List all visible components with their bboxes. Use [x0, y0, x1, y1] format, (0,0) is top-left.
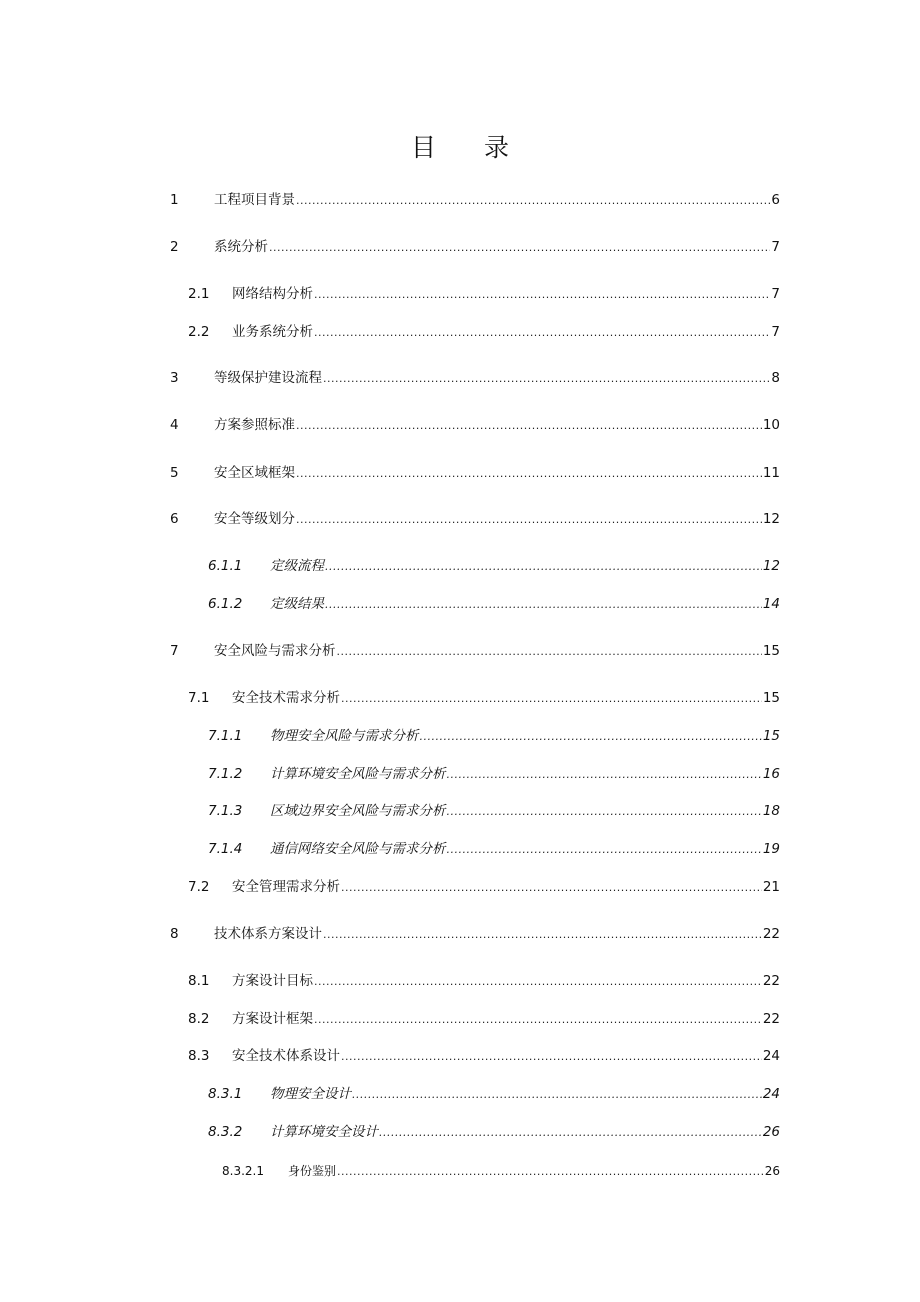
toc-dot-leader	[352, 1086, 762, 1104]
toc-entry-text: 物理安全设计	[270, 1086, 351, 1102]
toc-entry-number: 6.1.1	[208, 558, 243, 574]
toc-entry-number: 2.2	[188, 324, 210, 340]
toc-entry-number: 7.1.1	[208, 728, 243, 744]
toc-dot-leader	[341, 879, 762, 897]
toc-entry-text: 方案设计目标	[232, 973, 313, 989]
toc-dot-leader	[314, 324, 770, 342]
toc-entry-text: 通信网络安全风险与需求分析	[270, 841, 446, 857]
toc-entry[interactable]	[208, 595, 780, 614]
toc-entry-number: 7.1.4	[208, 841, 243, 857]
toc-dot-leader	[337, 643, 762, 661]
toc-entry[interactable]	[170, 642, 780, 661]
toc-entry-page: 22	[762, 926, 780, 942]
toc-entry-page: 21	[762, 879, 780, 895]
toc-entry-number: 6	[170, 511, 179, 527]
toc-entry-text: 业务系统分析	[232, 324, 313, 340]
toc-entry[interactable]	[188, 689, 780, 708]
toc-entry[interactable]	[208, 765, 780, 784]
toc-entry-page: 10	[762, 417, 780, 433]
toc-entry-page: 7	[771, 286, 780, 302]
toc-entry-page: 7	[771, 239, 780, 255]
toc-entry-text: 网络结构分析	[232, 286, 313, 302]
toc-entry-page: 15	[762, 643, 780, 659]
toc-entry-page: 19	[762, 841, 780, 857]
toc-entry[interactable]	[222, 1162, 780, 1181]
toc-entry-text: 安全区域框架	[214, 465, 295, 481]
toc-dot-leader	[296, 192, 770, 210]
toc-entry[interactable]	[188, 972, 780, 991]
toc-entry-page: 8	[771, 370, 780, 386]
toc-entry[interactable]	[208, 557, 780, 576]
toc-entry-number: 8	[170, 926, 179, 942]
toc-entry-number: 7.1.2	[208, 766, 243, 782]
toc-dot-leader	[379, 1124, 762, 1142]
toc-entry-text: 安全风险与需求分析	[214, 643, 336, 659]
toc-entry[interactable]	[170, 510, 780, 529]
toc-entry-number: 3	[170, 370, 179, 386]
toc-entry[interactable]	[188, 323, 780, 342]
toc-dot-leader	[323, 370, 770, 388]
toc-dot-leader	[296, 511, 762, 529]
toc-dot-leader	[296, 417, 762, 435]
toc-entry-number: 8.2	[188, 1011, 210, 1027]
toc-entry[interactable]	[208, 727, 780, 746]
toc-entry[interactable]	[188, 285, 780, 304]
toc-entry[interactable]	[208, 802, 780, 821]
toc-entry-page: 15	[762, 728, 780, 744]
toc-entry-page: 24	[762, 1086, 780, 1102]
toc-dot-leader	[314, 973, 762, 991]
toc-entry-number: 8.1	[188, 973, 210, 989]
toc-entry[interactable]	[170, 238, 780, 257]
toc-entry-text: 计算环境安全风险与需求分析	[270, 766, 446, 782]
toc-entry-page: 26	[764, 1164, 780, 1178]
toc-entry[interactable]	[170, 925, 780, 944]
toc-entry-page: 24	[762, 1048, 780, 1064]
toc-dot-leader	[314, 286, 770, 304]
toc-entry-text: 区域边界安全风险与需求分析	[270, 803, 446, 819]
toc-entry-text: 身份鉴别	[288, 1164, 337, 1178]
toc-entry-page: 11	[762, 465, 780, 481]
toc-entry-page: 14	[762, 596, 780, 612]
toc-dot-leader	[325, 558, 762, 576]
toc-dot-leader	[341, 1048, 762, 1066]
toc-dot-leader	[341, 690, 762, 708]
toc-entry[interactable]	[188, 1010, 780, 1029]
toc-entry-text: 等级保护建设流程	[214, 370, 322, 386]
toc-entry-number: 8.3.1	[208, 1086, 243, 1102]
toc-entry-number: 7	[170, 643, 179, 659]
toc-entry-page: 22	[762, 1011, 780, 1027]
toc-dot-leader	[314, 1011, 762, 1029]
toc-dot-leader	[447, 841, 762, 859]
toc-entry-number: 2	[170, 239, 179, 255]
toc-dot-leader	[296, 465, 762, 483]
toc-entry-text: 安全技术体系设计	[232, 1048, 340, 1064]
toc-entry-text: 定级结果	[270, 596, 324, 612]
toc-dot-leader	[447, 803, 762, 821]
toc-entry-number: 4	[170, 417, 179, 433]
toc-entry[interactable]	[170, 191, 780, 210]
toc-entry-text: 系统分析	[214, 239, 268, 255]
toc-entry-text: 物理安全风险与需求分析	[270, 728, 419, 744]
toc-entry[interactable]	[170, 464, 780, 483]
toc-entry[interactable]	[188, 1047, 780, 1066]
toc-entry-number: 6.1.2	[208, 596, 243, 612]
toc-entry-text: 安全等级划分	[214, 511, 295, 527]
toc-entry-number: 5	[170, 465, 179, 481]
toc-entry[interactable]	[170, 369, 780, 388]
toc-title: 目 录	[411, 133, 529, 162]
toc-entry-number: 7.2	[188, 879, 210, 895]
toc-entry[interactable]	[208, 840, 780, 859]
toc-entry[interactable]	[208, 1123, 780, 1142]
toc-entry-text: 计算环境安全设计	[270, 1124, 378, 1140]
toc-entry-text: 工程项目背景	[214, 192, 295, 208]
toc-dot-leader	[325, 596, 762, 614]
toc-entry[interactable]	[170, 416, 780, 435]
toc-entry-text: 技术体系方案设计	[214, 926, 322, 942]
toc-entry[interactable]	[208, 1085, 780, 1104]
toc-entry-number: 2.1	[188, 286, 210, 302]
toc-dot-leader	[269, 239, 770, 257]
toc-entry-page: 12	[762, 511, 780, 527]
toc-dot-leader	[420, 728, 762, 746]
toc-entry-number: 8.3.2	[208, 1124, 243, 1140]
toc-entry-text: 定级流程	[270, 558, 324, 574]
toc-entry-text: 方案参照标准	[214, 417, 295, 433]
toc-entry[interactable]	[188, 878, 780, 897]
toc-entry-number: 7.1.3	[208, 803, 243, 819]
toc-entry-page: 16	[762, 766, 780, 782]
toc-entry-page: 7	[771, 324, 780, 340]
toc-entry-number: 7.1	[188, 690, 210, 706]
toc-entry-number: 8.3.2.1	[222, 1164, 264, 1178]
toc-dot-leader	[323, 926, 762, 944]
toc-entry-page: 22	[762, 973, 780, 989]
toc-entry-text: 安全技术需求分析	[232, 690, 340, 706]
toc-dot-leader	[337, 1163, 764, 1181]
toc-entry-page: 18	[762, 803, 780, 819]
toc-entry-page: 12	[762, 558, 780, 574]
toc-entry-page: 6	[771, 192, 780, 208]
toc-entry-text: 安全管理需求分析	[232, 879, 340, 895]
toc-dot-leader	[447, 766, 762, 784]
toc-entry-number: 1	[170, 192, 179, 208]
toc-entry-page: 15	[762, 690, 780, 706]
toc-entry-text: 方案设计框架	[232, 1011, 313, 1027]
toc-entry-page: 26	[762, 1124, 780, 1140]
toc-entry-number: 8.3	[188, 1048, 210, 1064]
